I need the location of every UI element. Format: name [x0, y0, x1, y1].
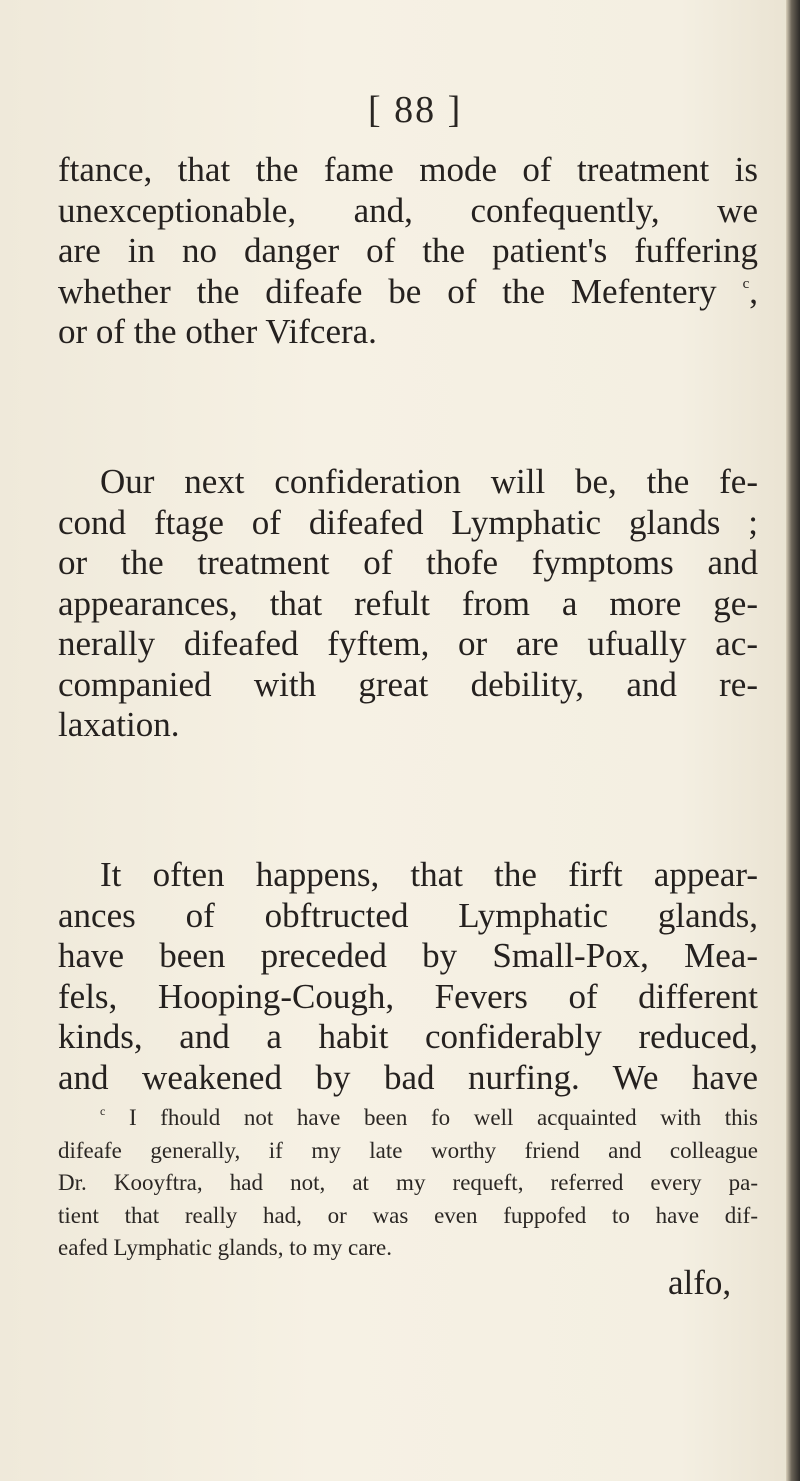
text-line: have been preceded by Small-Pox, Mea- [58, 936, 758, 975]
text-line: nerally difeafed fyftem, or are ufually ac- [58, 624, 758, 663]
text-line: ances of obftructed Lymphatic glands, [58, 895, 758, 935]
text-line: kinds, and a habit confiderably reduced, [58, 1017, 758, 1056]
footnote-line: tient that really had, or was even fuppofed to have dif- [58, 1202, 758, 1228]
text-line: or the treatment of thofe fymptoms and [58, 543, 758, 582]
text-line: appearances, that refult from a more ge- [58, 583, 758, 623]
paragraph-1 [58, 150, 758, 353]
text-line: unexceptionable, and, confequently, we [58, 190, 758, 230]
paragraph-3 [58, 855, 758, 1098]
text-line: laxation. [58, 705, 180, 744]
footnote-line: difeafe generally, if my late worthy friend and colleague [58, 1137, 758, 1163]
text-line-content: whether the difeafe be of the Mefentery [58, 271, 717, 311]
page-number: [ 88 ] [368, 89, 463, 131]
text-line: fels, Hooping-Cough, Fevers of different [58, 976, 758, 1016]
footnote-line: eafed Lymphatic glands, to my care. [58, 1235, 393, 1260]
footnote-reference: c [742, 275, 750, 292]
text-line-end: , [749, 271, 758, 311]
text-line: companied with great debility, and re- [58, 664, 758, 704]
catchword: alfo, [668, 1263, 732, 1302]
paragraph-2 [58, 462, 758, 746]
text-line: and weakened by bad nurfing. We have [58, 1057, 758, 1097]
text-line: It often happens, that the firft appear- [100, 855, 758, 894]
text-line [58, 272, 758, 313]
text-line: Our next confideration will be, the fe- [100, 462, 758, 501]
footnote-line: Dr. Kooyftra, had not, at my requeft, referred every pa- [58, 1170, 758, 1195]
text-line: or of the other Vifcera. [58, 312, 377, 351]
footnote-line-content: I fhould not have been fo well acquainted with this [128, 1105, 758, 1130]
footnote-mark: c [100, 1104, 106, 1118]
footnote-line [58, 1102, 758, 1135]
footnote [58, 1102, 758, 1265]
page-edge-shadow [786, 0, 800, 1481]
text-line: are in no danger of the patient's fuffering [58, 231, 758, 270]
text-line: ftance, that the fame mode of treatment is [58, 150, 758, 189]
text-line: cond ftage of difeafed Lymphatic glands ; [58, 502, 758, 542]
